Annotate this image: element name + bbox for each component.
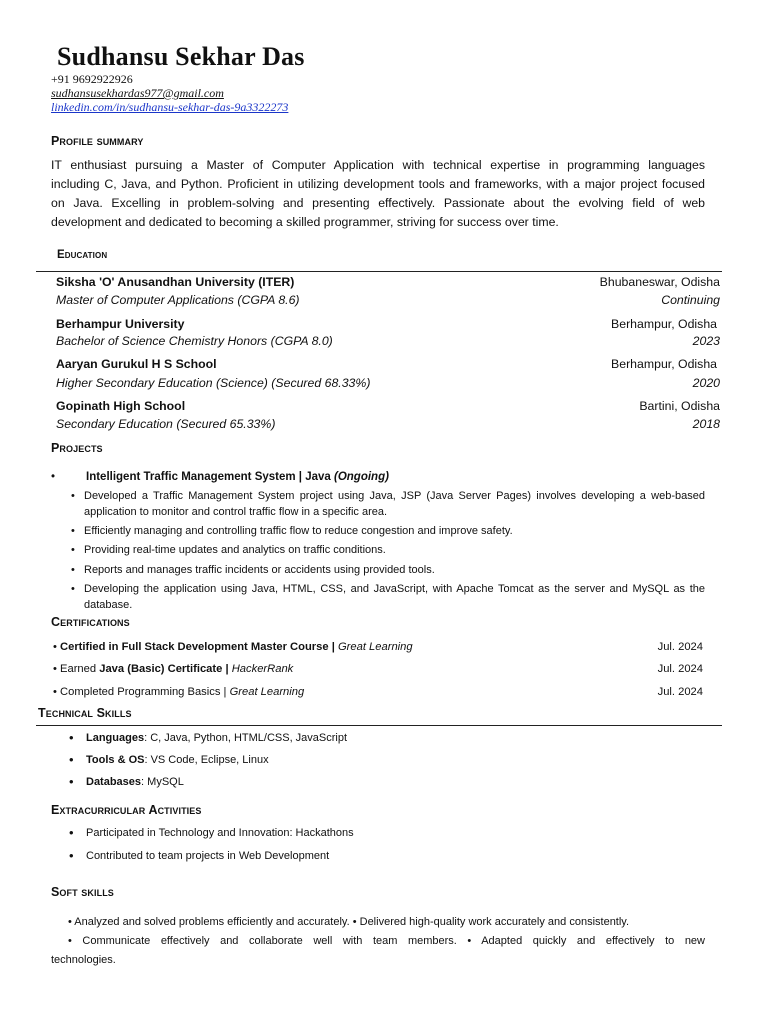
bullet-dot: • (69, 848, 74, 863)
degree: Master of Computer Applications (CGPA 8.6) (56, 293, 300, 307)
school-name: Siksha 'O' Anusandhan University (ITER) (56, 275, 295, 289)
degree-date: Continuing (661, 293, 720, 307)
project-title-text: Intelligent Traffic Management System | Java (86, 471, 331, 483)
school-location: Berhampur, Odisha (611, 357, 717, 371)
cert-issuer: Great Learning (229, 686, 305, 698)
skill-label: Databases (86, 776, 142, 788)
candidate-name: Sudhansu Sekhar Das (57, 42, 305, 71)
certification-text (53, 639, 413, 655)
education-entry-school-row (56, 356, 720, 373)
soft-skills-line: • Communicate effectively and collaborate well with team members. • Adapted quickly and effectively to new (68, 935, 705, 947)
school-location: Bartini, Odisha (639, 399, 720, 413)
bullet-text: Efficiently managing and controlling traffic flow to reduce congestion and improve safety. (84, 525, 513, 537)
cert-issuer: HackerRank (231, 663, 294, 675)
education-heading: Education (57, 249, 108, 261)
education-entry-school-row (56, 316, 720, 333)
bullet-dot: • (71, 490, 75, 502)
bullet-text: Developing the application using Java, HTML, CSS, and JavaScript, with Apache Tomcat as the server and MySQL as the database. (84, 583, 705, 611)
bullet-dot: • (69, 774, 74, 789)
education-entry-degree-row (56, 416, 720, 433)
bullet-dot: • (71, 544, 75, 556)
project-bullet: • (51, 471, 56, 483)
extracurricular-heading: Extracurricular Activities (51, 803, 202, 817)
degree: Secondary Education (Secured 65.33%) (56, 417, 276, 431)
cert-issuer: Great Learning (337, 641, 413, 653)
profile-line: IT enthusiast pursuing a Master of Computer Application with technical expertise in programming languages (51, 158, 705, 172)
profile-line: on Java. Excelling in problem-solving and presenting effectively. Passionate about the evolving field of web (51, 196, 705, 210)
skill-text (86, 730, 347, 746)
cert-prefix: • Earned (53, 663, 100, 675)
profile-summary-heading: Profile summary (51, 134, 144, 148)
education-entry-school-row (56, 398, 720, 415)
education-divider (36, 271, 722, 272)
activity-text: Contributed to team projects in Web Development (86, 850, 330, 862)
technical-skills-heading: Technical Skills (38, 706, 132, 720)
degree-date: 2018 (692, 417, 720, 431)
bullet-dot: • (69, 825, 74, 840)
project-status: (Ongoing) (334, 471, 389, 483)
skills-divider (36, 725, 722, 726)
projects-heading: Projects (51, 441, 103, 455)
skill-value: : MySQL (141, 776, 184, 788)
soft-skills-text (51, 913, 705, 970)
certification-date: Jul. 2024 (657, 641, 703, 653)
activity-text: Participated in Technology and Innovation: Hackathons (86, 827, 354, 839)
profile-line: including C, Java, and Python. Proficient in utilizing development tools and frameworks, with a major project focused (51, 177, 705, 191)
project-title (86, 469, 389, 485)
cert-separator: | (220, 686, 230, 698)
degree: Higher Secondary Education (Science) (Secured 68.33%) (56, 376, 371, 390)
skill-label: Tools & OS (86, 754, 145, 766)
bullet-text: Reports and manages traffic incidents or accidents using provided tools. (84, 564, 435, 576)
bullet-text: Providing real-time updates and analytics on traffic conditions. (84, 544, 386, 556)
cert-prefix: • Completed Programming Basics (53, 686, 221, 698)
certification-date: Jul. 2024 (657, 663, 703, 675)
bullet-dot: • (71, 583, 75, 595)
skill-text (86, 774, 184, 790)
cert-title: Java (Basic) Certificate (99, 663, 223, 675)
education-entry-degree-row (56, 333, 720, 350)
skill-value: : C, Java, Python, HTML/CSS, JavaScript (144, 732, 348, 744)
cert-title: Certified in Full Stack Development Master Course (60, 641, 329, 653)
school-location: Berhampur, Odisha (611, 317, 717, 331)
profile-summary-text (51, 156, 705, 232)
certification-text (53, 684, 304, 700)
soft-skills-heading: Soft skills (51, 885, 114, 899)
school-name: Aaryan Gurukul H S School (56, 357, 217, 371)
soft-skills-line: • Analyzed and solved problems efficiently and accurately. • Delivered high-quality work accurately and consistently. (68, 916, 630, 928)
profile-line: development and dedicated to becoming a skilled programmer, striving for success over time. (51, 215, 559, 229)
linkedin-link[interactable]: linkedin.com/in/sudhansu-sekhar-das-9a3322273 (51, 100, 289, 114)
skill-value: : VS Code, Eclipse, Linux (144, 754, 269, 766)
bullet-dot: • (71, 564, 75, 576)
education-entry-school-row (56, 274, 720, 291)
certification-text (53, 661, 293, 677)
cert-separator: | (222, 663, 232, 675)
email-address[interactable]: sudhansusekhardas977@gmail.com (51, 86, 224, 100)
education-entry-degree-row (56, 292, 720, 309)
cert-separator: | (328, 641, 338, 653)
school-name: Berhampur University (56, 317, 185, 331)
skill-text (86, 752, 269, 768)
cert-prefix: • (53, 641, 61, 653)
certification-item (53, 639, 703, 655)
certification-item (53, 684, 703, 700)
bullet-dot: • (69, 730, 74, 745)
degree-date: 2020 (692, 376, 720, 390)
certification-date: Jul. 2024 (657, 686, 703, 698)
project-title-row (51, 469, 389, 485)
bullet-text: Developed a Traffic Management System project using Java, JSP (Java Server Pages) involves developing a web-based application to monitor and control traffic flow in a specific area. (84, 490, 705, 518)
certification-item (53, 661, 703, 677)
education-entry-degree-row (56, 375, 720, 392)
degree: Bachelor of Science Chemistry Honors (CGPA 8.0) (56, 334, 333, 348)
skill-label: Languages (86, 732, 145, 744)
soft-skills-line: technologies. (51, 954, 116, 966)
school-name: Gopinath High School (56, 399, 186, 413)
bullet-dot: • (69, 752, 74, 767)
phone-number: +91 9692922926 (51, 72, 133, 86)
degree-date: 2023 (692, 334, 720, 348)
school-location: Bhubaneswar, Odisha (599, 275, 720, 289)
bullet-dot: • (71, 525, 75, 537)
certifications-heading: Certifications (51, 615, 130, 629)
